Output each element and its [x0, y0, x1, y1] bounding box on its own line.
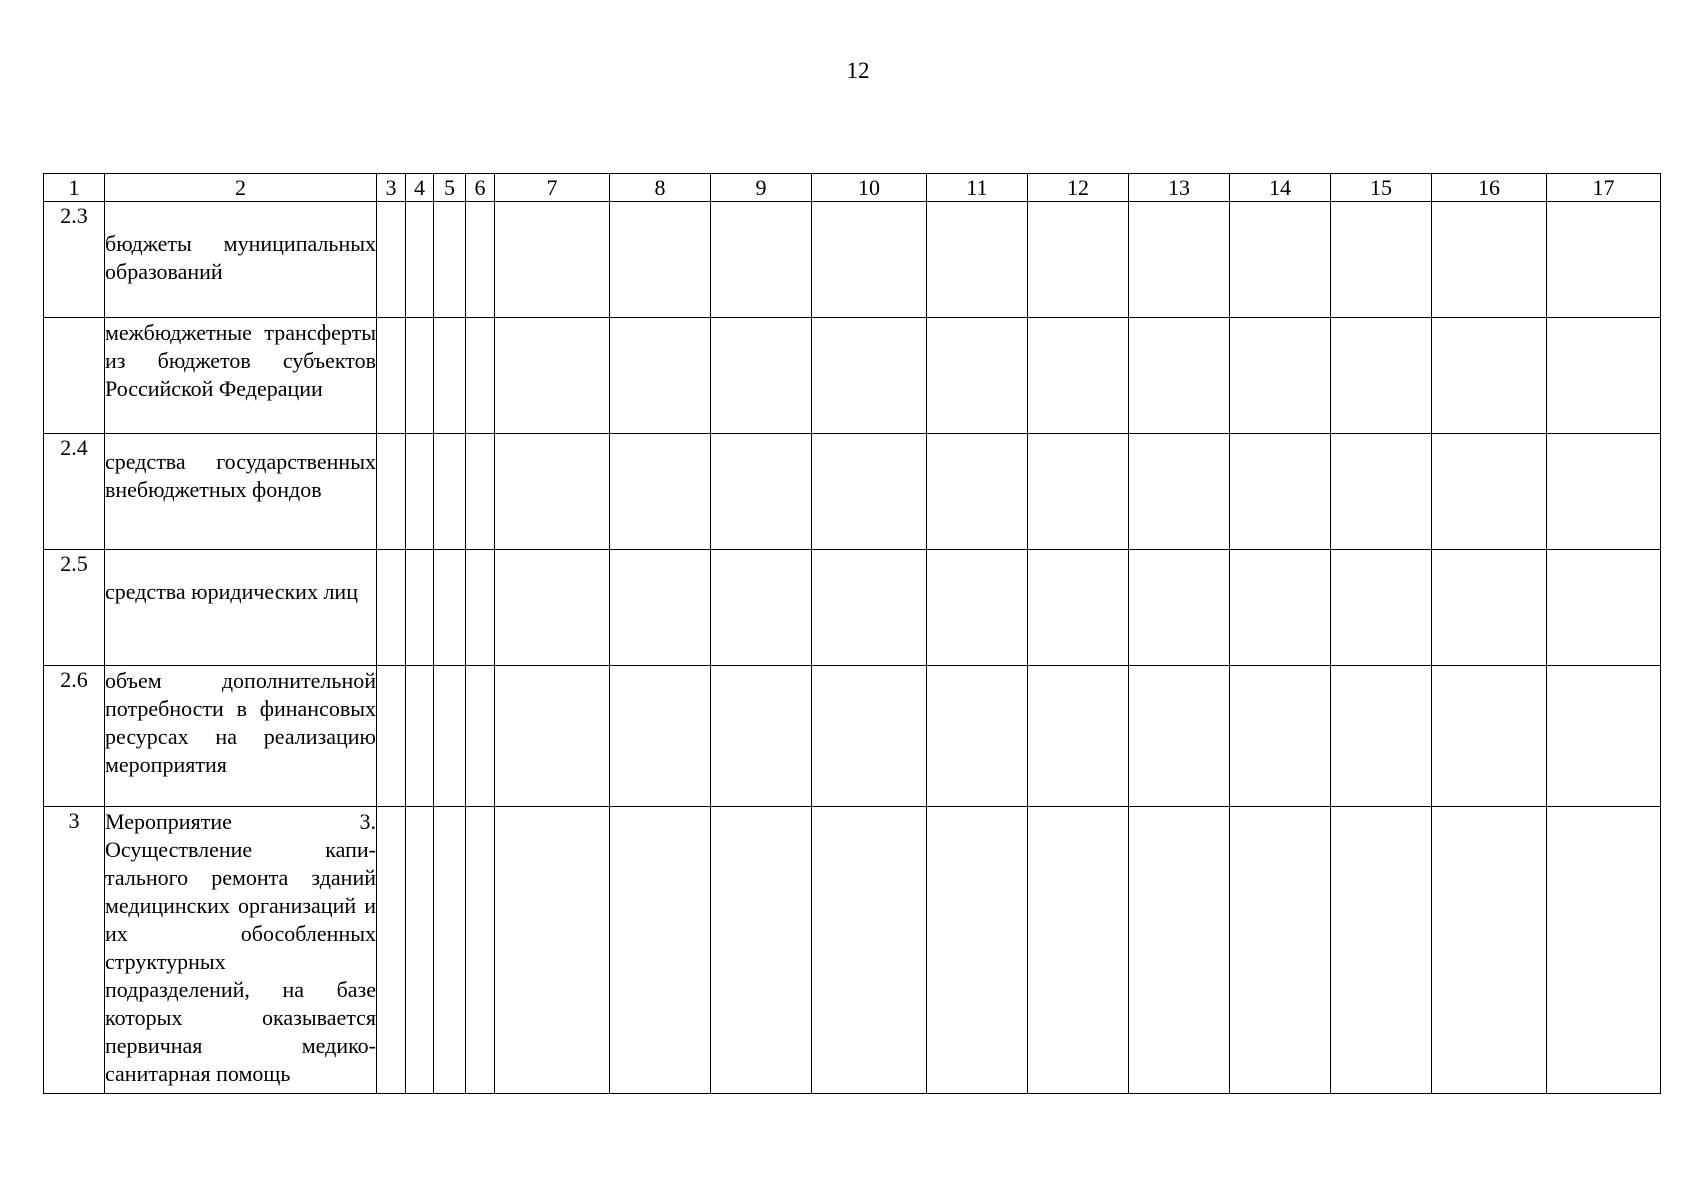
table-row — [44, 807, 1661, 1094]
table-cell — [1230, 807, 1331, 1094]
table-cell — [406, 202, 434, 318]
table-cell — [812, 318, 927, 434]
row-description-text: средства государственных внебюджетных фондов — [105, 449, 376, 502]
table-cell — [1331, 434, 1432, 550]
table-cell — [610, 434, 711, 550]
row-description — [105, 550, 377, 666]
column-header-17: 17 — [1547, 174, 1661, 202]
table-cell — [495, 318, 610, 434]
table-cell — [406, 318, 434, 434]
table-cell — [1230, 202, 1331, 318]
table-cell — [927, 666, 1028, 807]
column-header-11: 11 — [927, 174, 1028, 202]
table-cell — [1129, 202, 1230, 318]
table-cell — [927, 550, 1028, 666]
column-header-13: 13 — [1129, 174, 1230, 202]
table-cell — [812, 434, 927, 550]
table-cell — [377, 318, 406, 434]
column-header-5: 5 — [434, 174, 466, 202]
table-cell — [1028, 807, 1129, 1094]
table-cell — [927, 318, 1028, 434]
table-cell — [610, 550, 711, 666]
table-row — [44, 202, 1661, 318]
table-cell — [812, 550, 927, 666]
row-description — [105, 434, 377, 550]
table-cell — [406, 807, 434, 1094]
table-cell — [1129, 318, 1230, 434]
table-cell — [711, 202, 812, 318]
page-number: 12 — [846, 58, 870, 83]
table-cell — [610, 666, 711, 807]
column-header-7: 7 — [495, 174, 610, 202]
table-cell — [406, 434, 434, 550]
budget-table — [43, 173, 1661, 1094]
table-cell — [1547, 550, 1661, 666]
table-cell — [610, 202, 711, 318]
row-description-text: Мероприятие 3. Осуществление капитального ремонта зданий медицинских организаций и их обособленных структурных подразделений, на базе которых оказывается первичная медико-санитарная помощь — [105, 809, 376, 1086]
column-header-4: 4 — [406, 174, 434, 202]
table-cell — [1230, 318, 1331, 434]
table-cell — [1331, 666, 1432, 807]
table-cell — [1547, 318, 1661, 434]
table-cell — [495, 434, 610, 550]
column-header-12: 12 — [1028, 174, 1129, 202]
table-row — [44, 550, 1661, 666]
table-cell — [434, 807, 466, 1094]
column-header-3: 3 — [377, 174, 406, 202]
table-cell — [1028, 434, 1129, 550]
table-cell — [1547, 434, 1661, 550]
row-number: 3 — [44, 807, 105, 1094]
table-cell — [495, 550, 610, 666]
table-cell — [610, 807, 711, 1094]
table-cell — [1432, 666, 1547, 807]
table-cell — [1028, 550, 1129, 666]
column-header-1: 1 — [44, 174, 105, 202]
column-header-10: 10 — [812, 174, 927, 202]
column-header-15: 15 — [1331, 174, 1432, 202]
table-cell — [434, 434, 466, 550]
table-cell — [1432, 807, 1547, 1094]
table-cell — [1028, 318, 1129, 434]
row-description — [105, 666, 377, 807]
table-row — [44, 318, 1661, 434]
row-number: 2.4 — [44, 434, 105, 550]
row-description — [105, 807, 377, 1094]
table-cell — [927, 434, 1028, 550]
table-cell — [1432, 202, 1547, 318]
table-cell — [1547, 807, 1661, 1094]
table-cell — [927, 807, 1028, 1094]
table-cell — [1432, 550, 1547, 666]
table-cell — [466, 202, 495, 318]
table-cell — [377, 666, 406, 807]
column-header-6: 6 — [466, 174, 495, 202]
column-header-9: 9 — [711, 174, 812, 202]
table-cell — [1129, 434, 1230, 550]
row-number: 2.6 — [44, 666, 105, 807]
table-cell — [812, 666, 927, 807]
column-header-16: 16 — [1432, 174, 1547, 202]
table-cell — [434, 318, 466, 434]
table-cell — [434, 550, 466, 666]
table-cell — [927, 202, 1028, 318]
column-header-2: 2 — [105, 174, 377, 202]
table-cell — [377, 550, 406, 666]
table-cell — [466, 434, 495, 550]
table-cell — [406, 550, 434, 666]
table-cell — [466, 550, 495, 666]
row-description — [105, 318, 377, 434]
table-cell — [1129, 807, 1230, 1094]
table-cell — [812, 202, 927, 318]
table-cell — [1547, 202, 1661, 318]
table-cell — [495, 807, 610, 1094]
row-description-text: объем дополнительной потребности в финансовых ресурсах на реализацию мероприятия — [105, 668, 376, 777]
table-cell — [711, 318, 812, 434]
row-number: 2.3 — [44, 202, 105, 318]
table-cell — [377, 807, 406, 1094]
table-cell — [1331, 318, 1432, 434]
table-row — [44, 434, 1661, 550]
table-cell — [495, 202, 610, 318]
table-cell — [1432, 318, 1547, 434]
column-header-14: 14 — [1230, 174, 1331, 202]
header-row — [44, 174, 1661, 202]
table-cell — [1129, 550, 1230, 666]
table-cell — [711, 550, 812, 666]
table-cell — [406, 666, 434, 807]
table-cell — [434, 666, 466, 807]
table-cell — [1230, 550, 1331, 666]
table-cell — [466, 807, 495, 1094]
row-number: 2.5 — [44, 550, 105, 666]
table-cell — [1331, 550, 1432, 666]
table-cell — [1331, 202, 1432, 318]
row-description-text: межбюджетные трансферты из бюджетов субъектов Российской Федерации — [105, 320, 376, 401]
row-description — [105, 202, 377, 318]
table-cell — [1331, 807, 1432, 1094]
table-cell — [711, 434, 812, 550]
row-description-text: средства юридических лиц — [105, 579, 358, 604]
table-cell — [1028, 666, 1129, 807]
row-number — [44, 318, 105, 434]
column-header-8: 8 — [610, 174, 711, 202]
table-cell — [1547, 666, 1661, 807]
table-cell — [812, 807, 927, 1094]
table-cell — [610, 318, 711, 434]
table-cell — [711, 666, 812, 807]
table-cell — [495, 666, 610, 807]
table-cell — [1129, 666, 1230, 807]
table-cell — [466, 666, 495, 807]
row-description-text: бюджеты муниципальных образований — [105, 231, 376, 284]
table-cell — [711, 807, 812, 1094]
table-cell — [1432, 434, 1547, 550]
table-cell — [377, 434, 406, 550]
table-cell — [434, 202, 466, 318]
table-cell — [1230, 434, 1331, 550]
table-cell — [1028, 202, 1129, 318]
table-cell — [466, 318, 495, 434]
table-cell — [377, 202, 406, 318]
table-cell — [1230, 666, 1331, 807]
table-row — [44, 666, 1661, 807]
